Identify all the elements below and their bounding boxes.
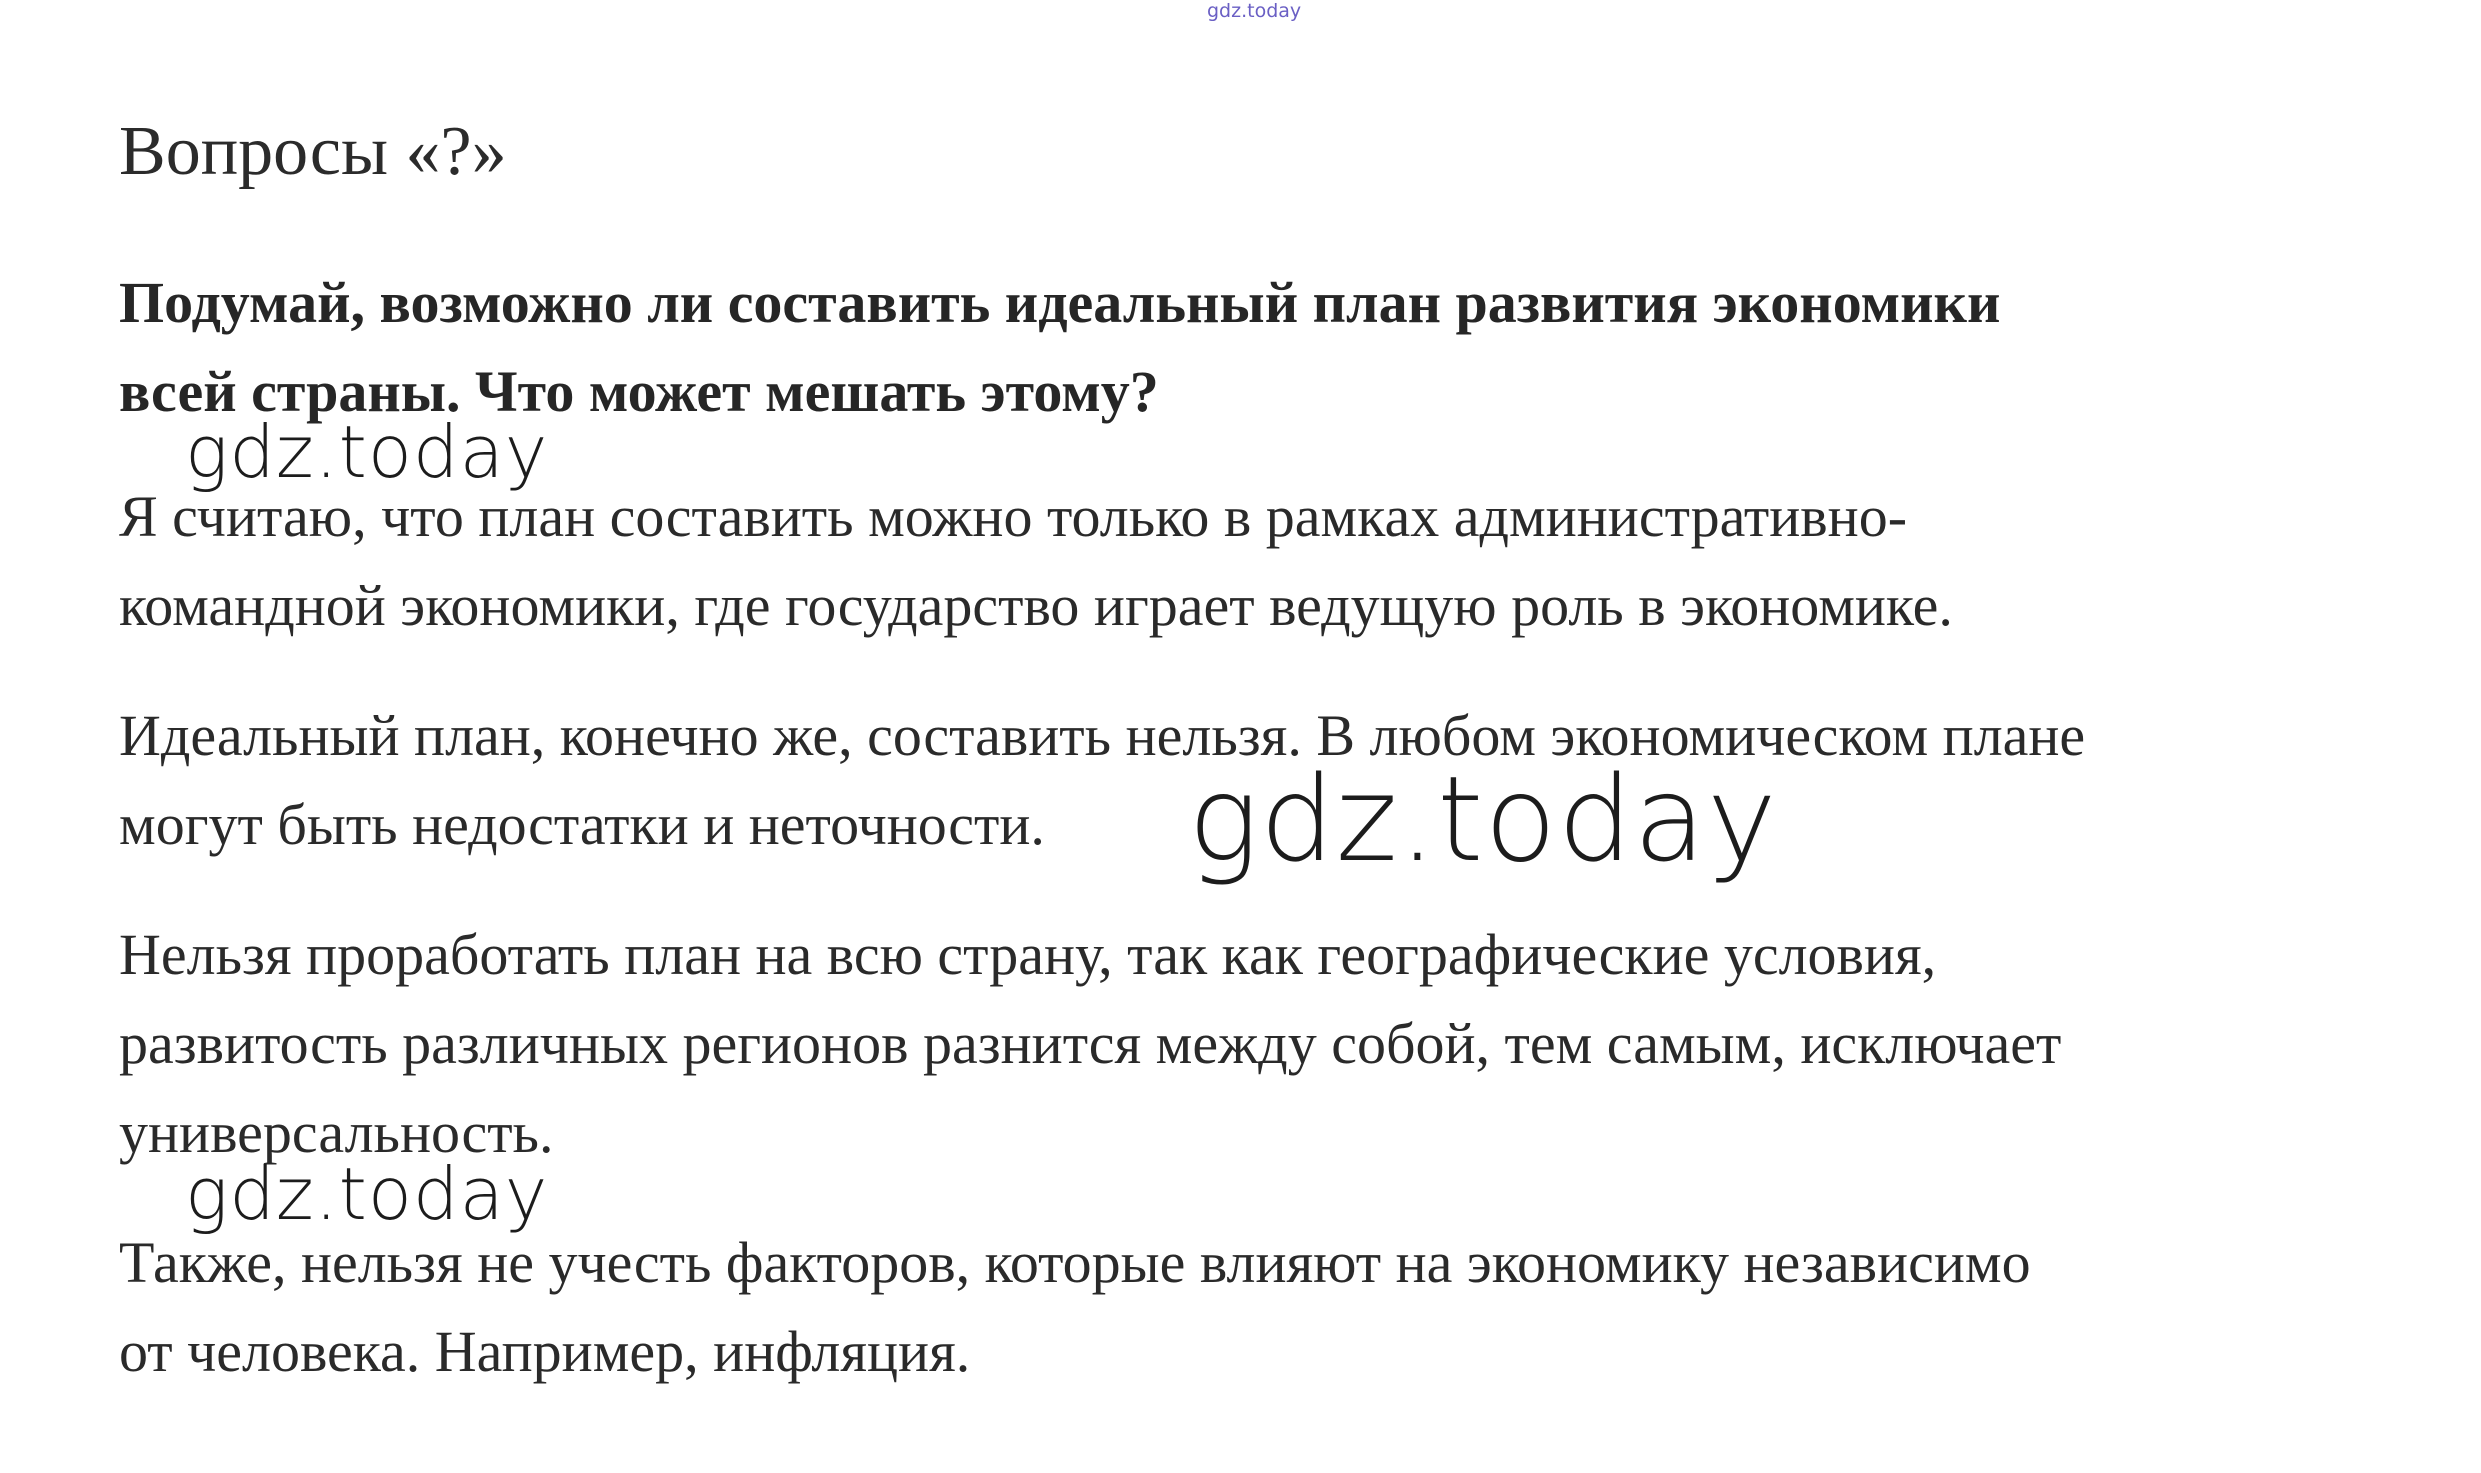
answer-line: развитость различных регионов разнится между собой, тем самым, исключает xyxy=(119,1011,2062,1076)
question-line: Подумай, возможно ли составить идеальный план развития экономики xyxy=(119,270,2001,335)
answer-line: Идеальный план, конечно же, составить нельзя. В любом экономическом плане xyxy=(119,703,2086,768)
answer-line: могут быть недостатки и неточности. xyxy=(119,792,1045,857)
watermark: gdz.today xyxy=(185,1152,549,1236)
watermark: gdz.today xyxy=(1188,750,1778,888)
site-mark: gdz.today xyxy=(1207,0,1302,22)
answer-line: командной экономики, где государство играет ведущую роль в экономике. xyxy=(119,573,1953,638)
answer-line: Нельзя проработать план на всю страну, так как географические условия, xyxy=(119,922,1937,987)
section-title: Вопросы «?» xyxy=(119,113,507,190)
watermark: gdz.today xyxy=(185,410,549,494)
answer-line: универсальность. xyxy=(119,1100,554,1165)
answer-line: от человека. Например, инфляция. xyxy=(119,1319,971,1384)
question-line: всей страны. Что может мешать этому? xyxy=(119,359,1159,424)
answer-line: Также, нельзя не учесть факторов, которые влияют на экономику независимо xyxy=(119,1230,2031,1295)
answer-line: Я считаю, что план составить можно только в рамках административно- xyxy=(119,484,1908,549)
